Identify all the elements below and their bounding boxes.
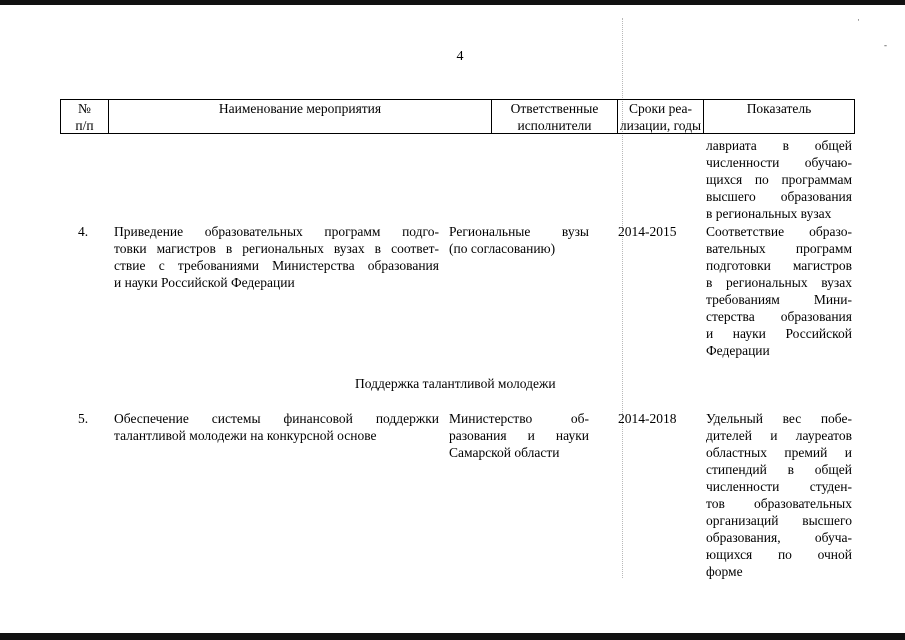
scan-edge-bottom: [0, 633, 905, 640]
row5-indicator-cell: Удельный вес побе- дителей и лауреатов областных премий и стипендий в общей численности студен- тов образовательных организаций высшего образования, обуча- ющихся по очной форме: [706, 411, 852, 579]
scan-speck: ·: [857, 15, 860, 25]
header-number-column: № п/п: [61, 100, 109, 133]
row4-dates: 2014-2015: [618, 224, 677, 239]
row4-name-cell: Приведение образовательных программ подго- товки магистров в региональных вузах в соответ- ствие с требованиями Министерства образования и науки Российской Федерации: [114, 224, 439, 290]
table-header: [60, 99, 855, 134]
row5-dates: 2014-2018: [618, 411, 677, 426]
row5-responsible-cell: Министерство об- разования и науки Самарской области: [449, 411, 589, 460]
row4-indicator-cell: Соответствие образо- вательных программ подготовки магистров в региональных вузах требованиям Мини- стерства образования и науки Российской Федерации: [706, 224, 852, 358]
scan-speck: -: [884, 40, 887, 50]
header-responsible-column: Ответственные исполнители: [492, 100, 618, 133]
row4-number: 4.: [78, 224, 89, 239]
row4-responsible-cell: Региональные вузы (по согласованию): [449, 224, 589, 256]
row5-number: 5.: [78, 411, 89, 426]
header-indicator-column: Показатель: [746, 101, 812, 116]
section-title: Поддержка талантливой молодежи: [355, 376, 556, 391]
row5-name-cell: Обеспечение системы финансовой поддержки талантливой молодежи на конкурсной основе: [114, 411, 439, 443]
header-name-column: Наименование мероприятия: [109, 100, 492, 133]
header-dates-column: Сроки реа- лизации, годы: [618, 100, 704, 133]
page-number: 4: [456, 49, 464, 64]
scan-edge-top: [0, 0, 905, 5]
continuation-indicator-cell: лавриата в общей численности обучаю- щихся по программам высшего образования в региональных вузах: [706, 138, 852, 221]
